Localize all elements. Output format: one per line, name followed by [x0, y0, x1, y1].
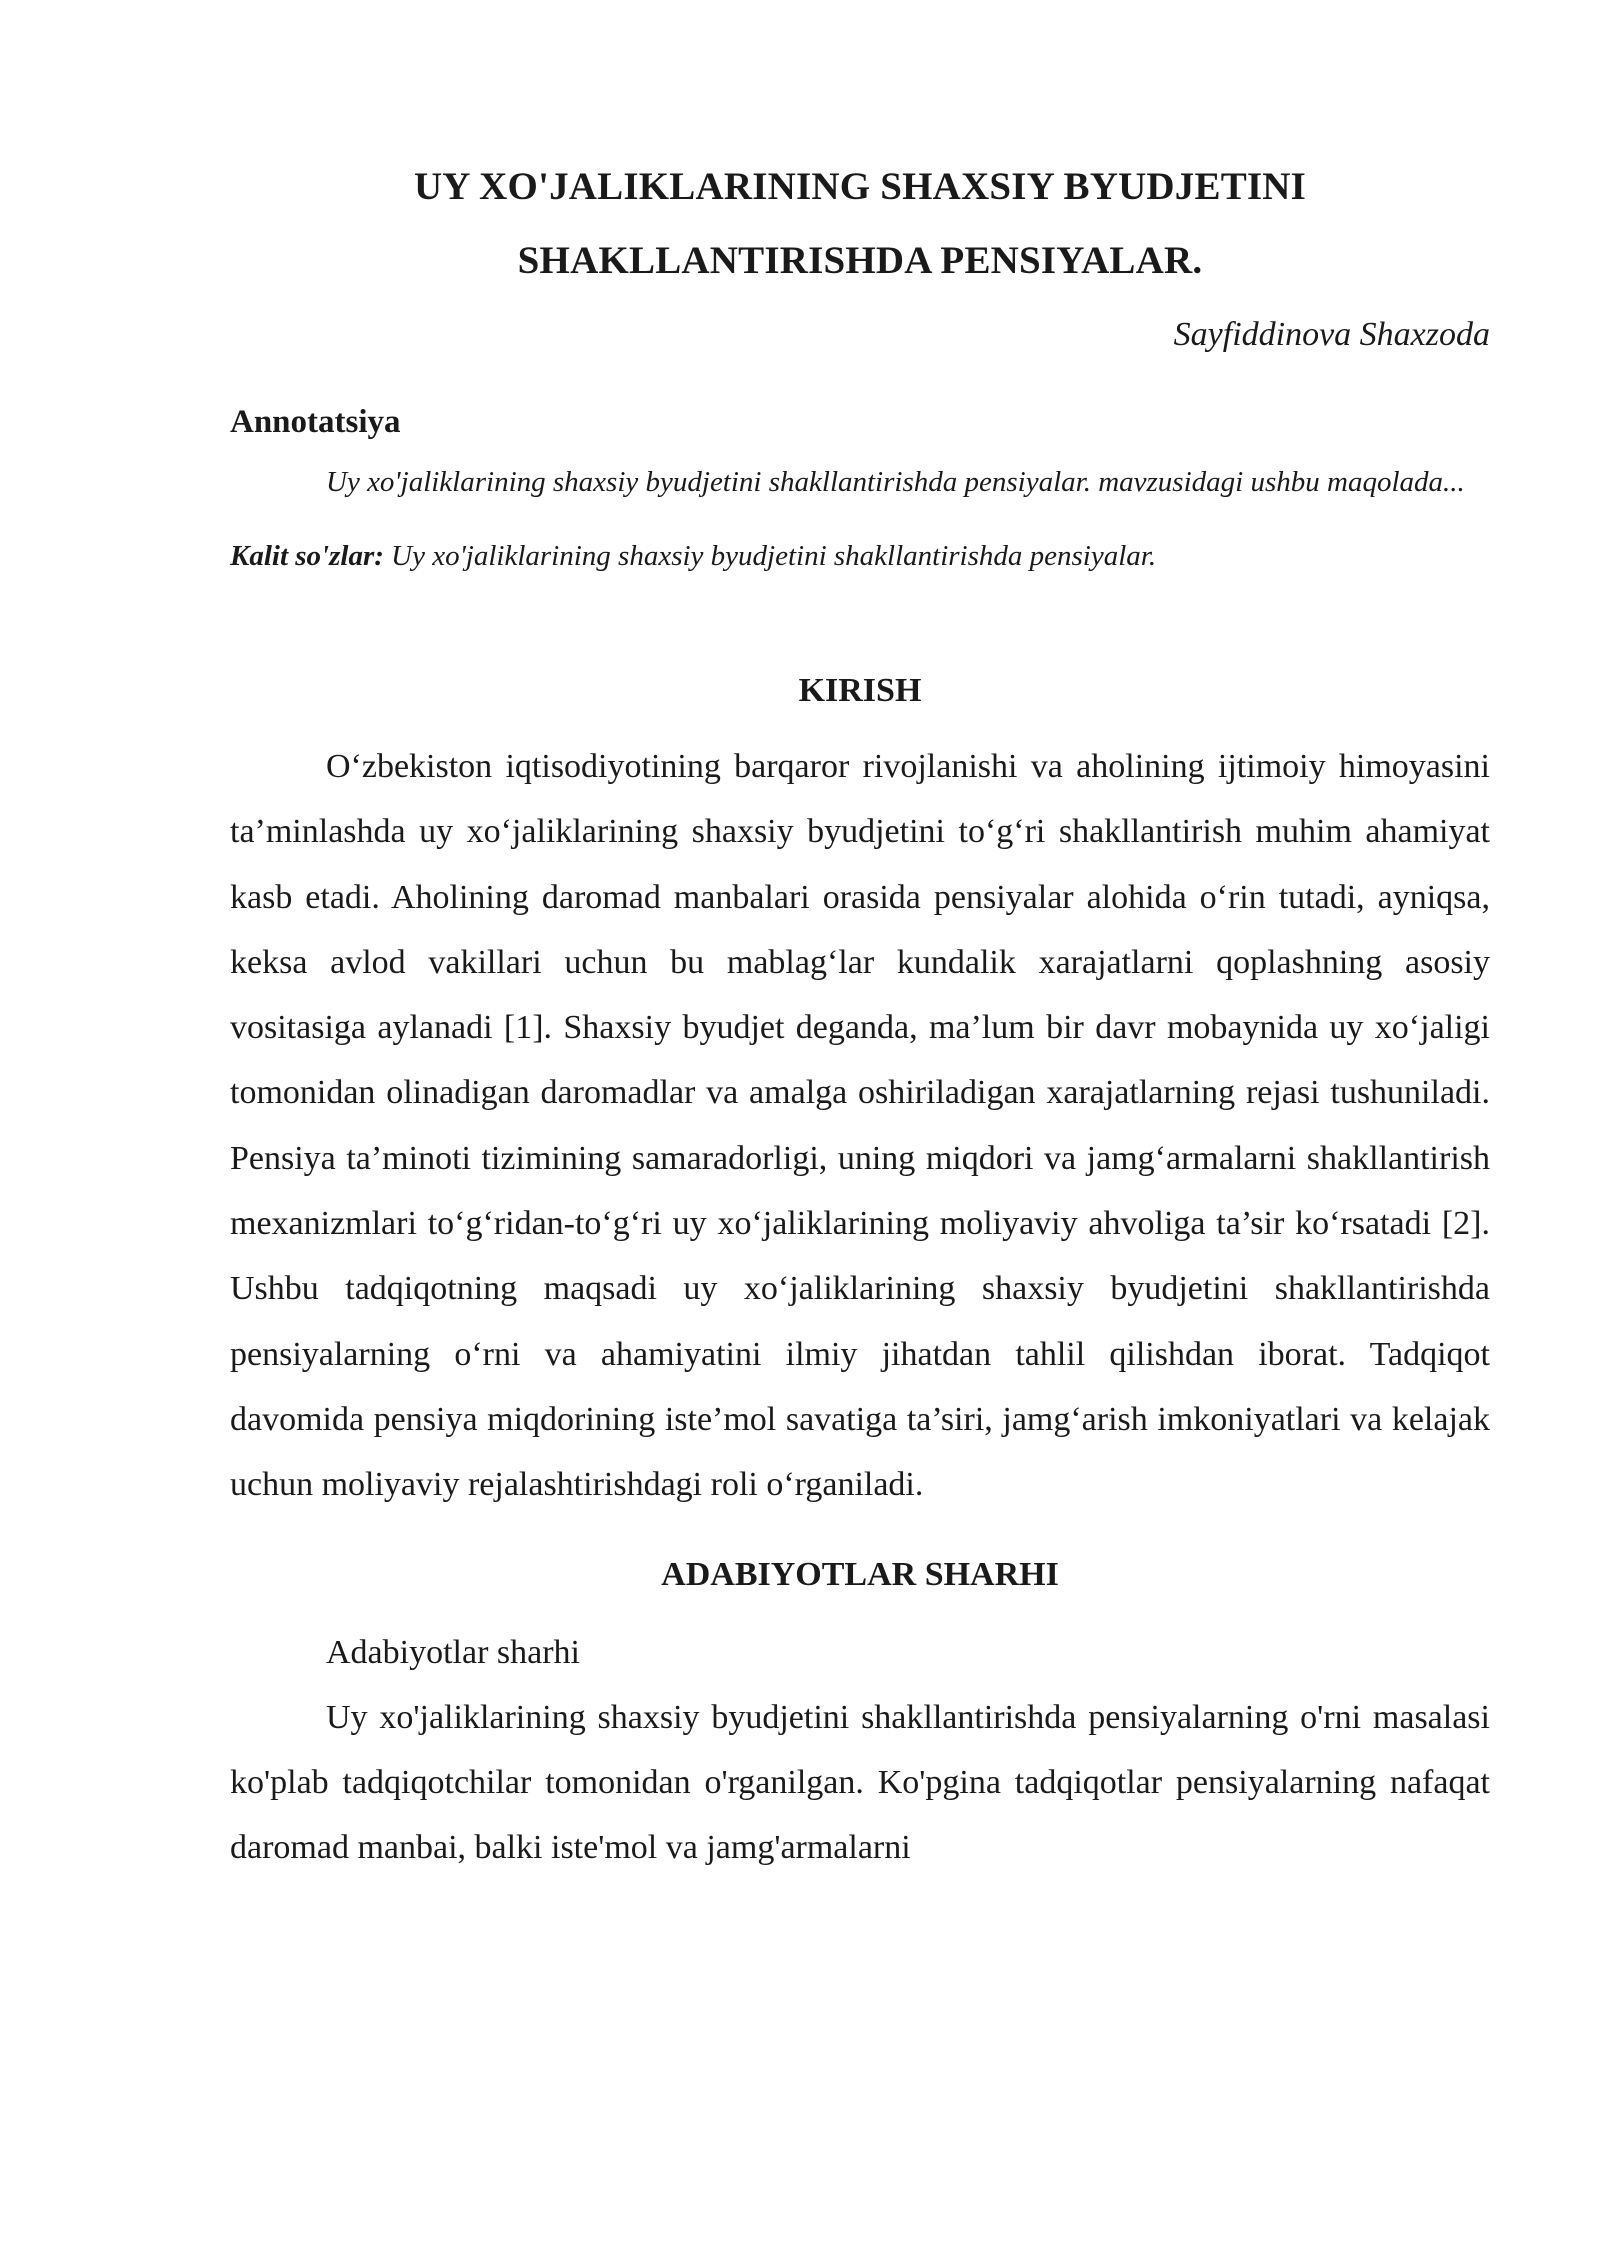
title-line-2: SHAKLLANTIRISHDA PENSIYALAR. [517, 239, 1203, 282]
document-title [230, 150, 1490, 298]
paragraph-adabiyotlar-subtitle: Adabiyotlar sharhi [326, 1633, 580, 1671]
document-page [230, 0, 1490, 1881]
section-heading-kirish: KIRISH [798, 672, 922, 709]
keywords-line [230, 536, 1490, 576]
keywords-text: Uy xo'jaliklarining shaxsiy byudjetini shakllantirishda pensiyalar. [383, 540, 1157, 572]
paragraph-adabiyotlar-body: Uy xo'jaliklarining shaxsiy byudjetini shakllantirishda pensiyalarning o'rni masalasi ko'plab tadqiqotchilar tomonidan o'rganilgan. Ko'pgina tadqiqotlar pensiyalarning nafaqat daromad manbai, balki iste'mol va jamg'armalarni [230, 1698, 1490, 1867]
section-heading-adabiyotlar: ADABIYOTLAR SHARHI [661, 1555, 1059, 1593]
title-line-1: UY XO'JALIKLARINING SHAXSIY BYUDJETINI [413, 165, 1307, 208]
annotation-text: Uy xo'jaliklarining shaxsiy byudjetini shakllantirishda pensiyalar. mavzusidagi ushbu maqolada... [326, 466, 1465, 498]
paragraph-kirish: O‘zbekiston iqtisodiyotining barqaror rivojlanishi va aholining ijtimoiy himoyasini ta’minlashda uy xo‘jaliklarining shaxsiy byudjetini to‘g‘ri shakllantirish muhim ahamiyat kasb etadi. Aholining daromad manbalari orasida pensiyalar alohida o‘rin tutadi, ayniqsa, keksa avlod vakillari uchun bu mablag‘lar kundalik xarajatlarni qoplashning asosiy vositasiga aylanadi [1]. Shaxsiy byudjet deganda, ma’lum bir davr mobaynida uy xo‘jaligi tomonidan olinadigan daromadlar va amalga oshiriladigan xarajatlarning rejasi tushuniladi. Pensiya ta’minoti tizimining samaradorligi, uning miqdori va jamg‘armalarni shakllantirish mexanizmlari to‘g‘ridan-to‘g‘ri uy xo‘jaliklarining moliyaviy ahvoliga ta’sir ko‘rsatadi [2]. Ushbu tadqiqotning maqsadi uy xo‘jaliklarining shaxsiy byudjetini shakllantirishda pensiyalarning o‘rni va ahamiyatini ilmiy jihatdan tahlil qilishdan iborat. Tadqiqot davomida pensiya miqdorining iste’mol savatiga ta’siri, jamg‘arish imkoniyatlari va kelajak uchun moliyaviy rejalashtirishdagi roli o‘rganiladi. [230, 748, 1490, 1504]
keywords-label: Kalit so'zlar: [230, 540, 384, 572]
author-name: Sayfiddinova Shaxzoda [1173, 316, 1490, 353]
annotation-heading: Annotatsiya [230, 404, 401, 440]
